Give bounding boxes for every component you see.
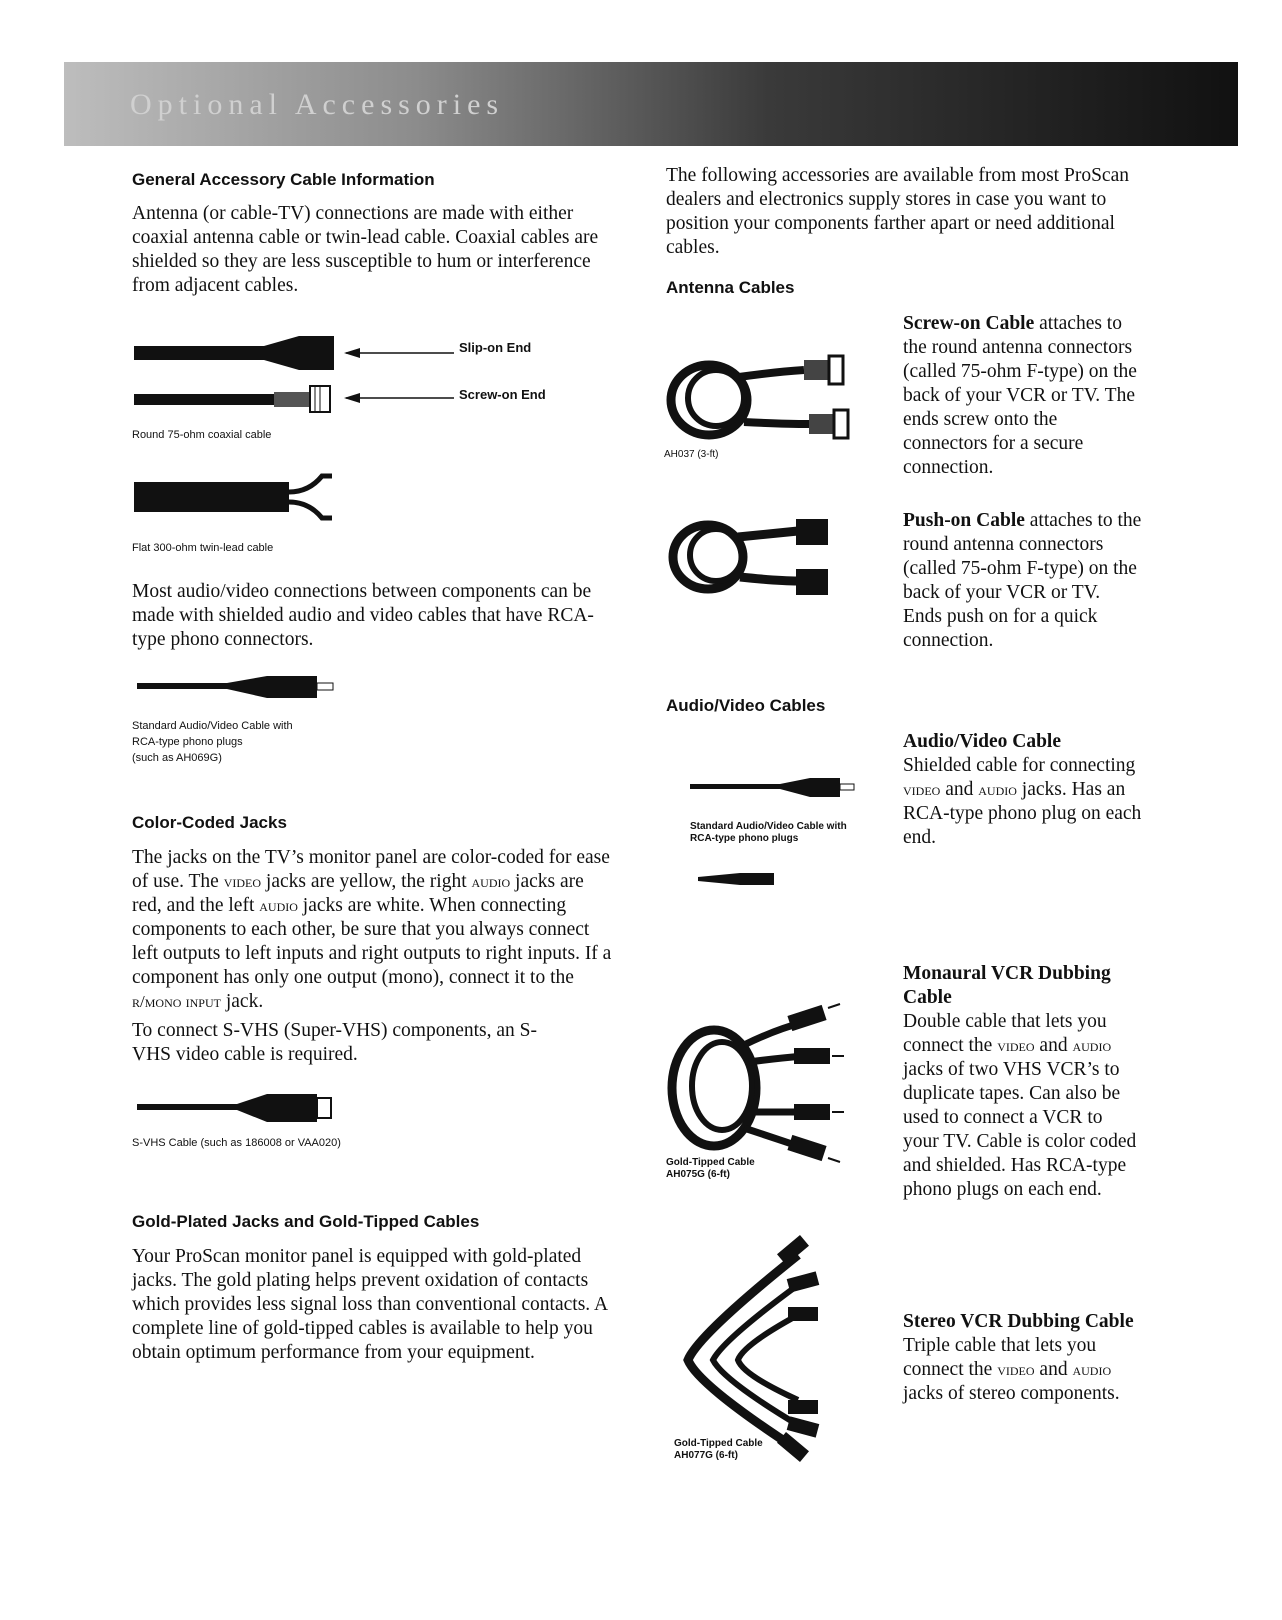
av-cable-title: Audio/Video Cable [903, 731, 1062, 752]
mono-dubbing-title: Monaural VCR Dubbing Cable [903, 963, 1111, 1008]
slip-on-label: Slip-on End [459, 340, 532, 355]
av-caption-3: (such as AH069G) [132, 752, 222, 764]
mono-dubbing-cable-illustration [664, 1000, 854, 1180]
general-text: Antenna (or cable-TV) connections are made with either coaxial antenna cable or twin-lead cable. Coaxial cables are shielded so they are less susceptible to hum or interference from adjacent cables. [132, 203, 599, 296]
push-on-description: Push-on Cable attaches to the round antenna connectors (called 75-ohm F-type) on the back of your VCR or TV. Ends push on for a quick connection. [903, 510, 1142, 651]
mono-caption: Gold-Tipped Cable AH075G (6-ft) [666, 1157, 755, 1180]
color-coded-text: The jacks on the TV’s monitor panel are color-coded for ease of use. The video jacks are yellow, the right audio jacks are red, and the left audio jacks are white. When connecting components to each other, be sure that you always connect left outputs to left inputs and right outputs to right inputs. If a component has only one output (mono), connect it to the r/mono input jack. [132, 847, 612, 1012]
gold-heading: Gold-Plated Jacks and Gold-Tipped Cables [132, 1212, 480, 1231]
twinlead-cable-illustration [134, 470, 344, 525]
av-caption-2: RCA-type phono plugs [132, 736, 243, 748]
push-on-cable-illustration [668, 515, 848, 600]
av-cable-description: Audio/Video Cable Shielded cable for connecting video and audio jacks. Has an RCA-type phono plug on each end. [903, 731, 1142, 848]
av-cable-illustration [137, 672, 337, 702]
av-connection-text: Most audio/video connections between components can be made with shielded audio and video cables that have RCA-type phono connectors. [132, 581, 594, 650]
color-coded-heading: Color-Coded Jacks [132, 813, 287, 832]
av-caption-1: Standard Audio/Video Cable with [132, 720, 293, 732]
svhs-caption: S-VHS Cable (such as 186008 or VAA020) [132, 1137, 341, 1149]
page-title: Optional Accessories [130, 88, 505, 121]
general-heading: General Accessory Cable Information [132, 170, 435, 189]
screw-on-description: Screw-on Cable attaches to the round antenna connectors (called 75-ohm F-type) on the back of your VCR or TV. The ends screw onto the connectors for a secure connection. [903, 313, 1137, 478]
coax-cable-illustration [134, 328, 474, 408]
twinlead-caption: Flat 300-ohm twin-lead cable [132, 542, 274, 554]
stereo-dubbing-description: Stereo VCR Dubbing Cable Triple cable that lets you connect the video and audio jacks of stereo components. [903, 1311, 1134, 1404]
antenna-cables-heading: Antenna Cables [666, 278, 795, 297]
mono-dubbing-description: Monaural VCR Dubbing Cable Double cable that lets you connect the video and audio jacks of two VHS VCR’s to duplicate tapes. Can also be used to connect a VCR to your TV. Cable is color coded and shielded. Has RCA-type phono plugs on each end. [903, 963, 1137, 1200]
stereo-dubbing-title: Stereo VCR Dubbing Cable [903, 1311, 1134, 1332]
gold-text: Your ProScan monitor panel is equipped with gold-plated jacks. The gold plating helps prevent oxidation of contacts which provides less signal loss than conventional contacts. A complete line of gold-tipped cables is available to help you obtain optimum performance from your equipment. [132, 1246, 607, 1363]
av-right-caption: Standard Audio/Video Cable with RCA-type phono plugs [690, 821, 847, 844]
stereo-caption: Gold-Tipped Cable AH077G (6-ft) [674, 1438, 763, 1461]
header-banner [64, 62, 1238, 146]
coax-caption: Round 75-ohm coaxial cable [132, 429, 272, 441]
svhs-cable-illustration [137, 1090, 337, 1130]
screw-on-caption: AH037 (3-ft) [664, 449, 719, 460]
screw-on-label: Screw-on End [459, 387, 546, 402]
svhs-text: To connect S-VHS (Super-VHS) components, an S-VHS video cable is required. [132, 1020, 537, 1065]
intro-text: The following accessories are available from most ProScan dealers and electronics supply stores in case you want to position your components farther apart or need additional cables. [666, 165, 1129, 258]
stereo-dubbing-cable-illustration [668, 1235, 858, 1465]
screw-on-cable-illustration [664, 352, 854, 447]
av-cables-heading: Audio/Video Cables [666, 696, 826, 715]
